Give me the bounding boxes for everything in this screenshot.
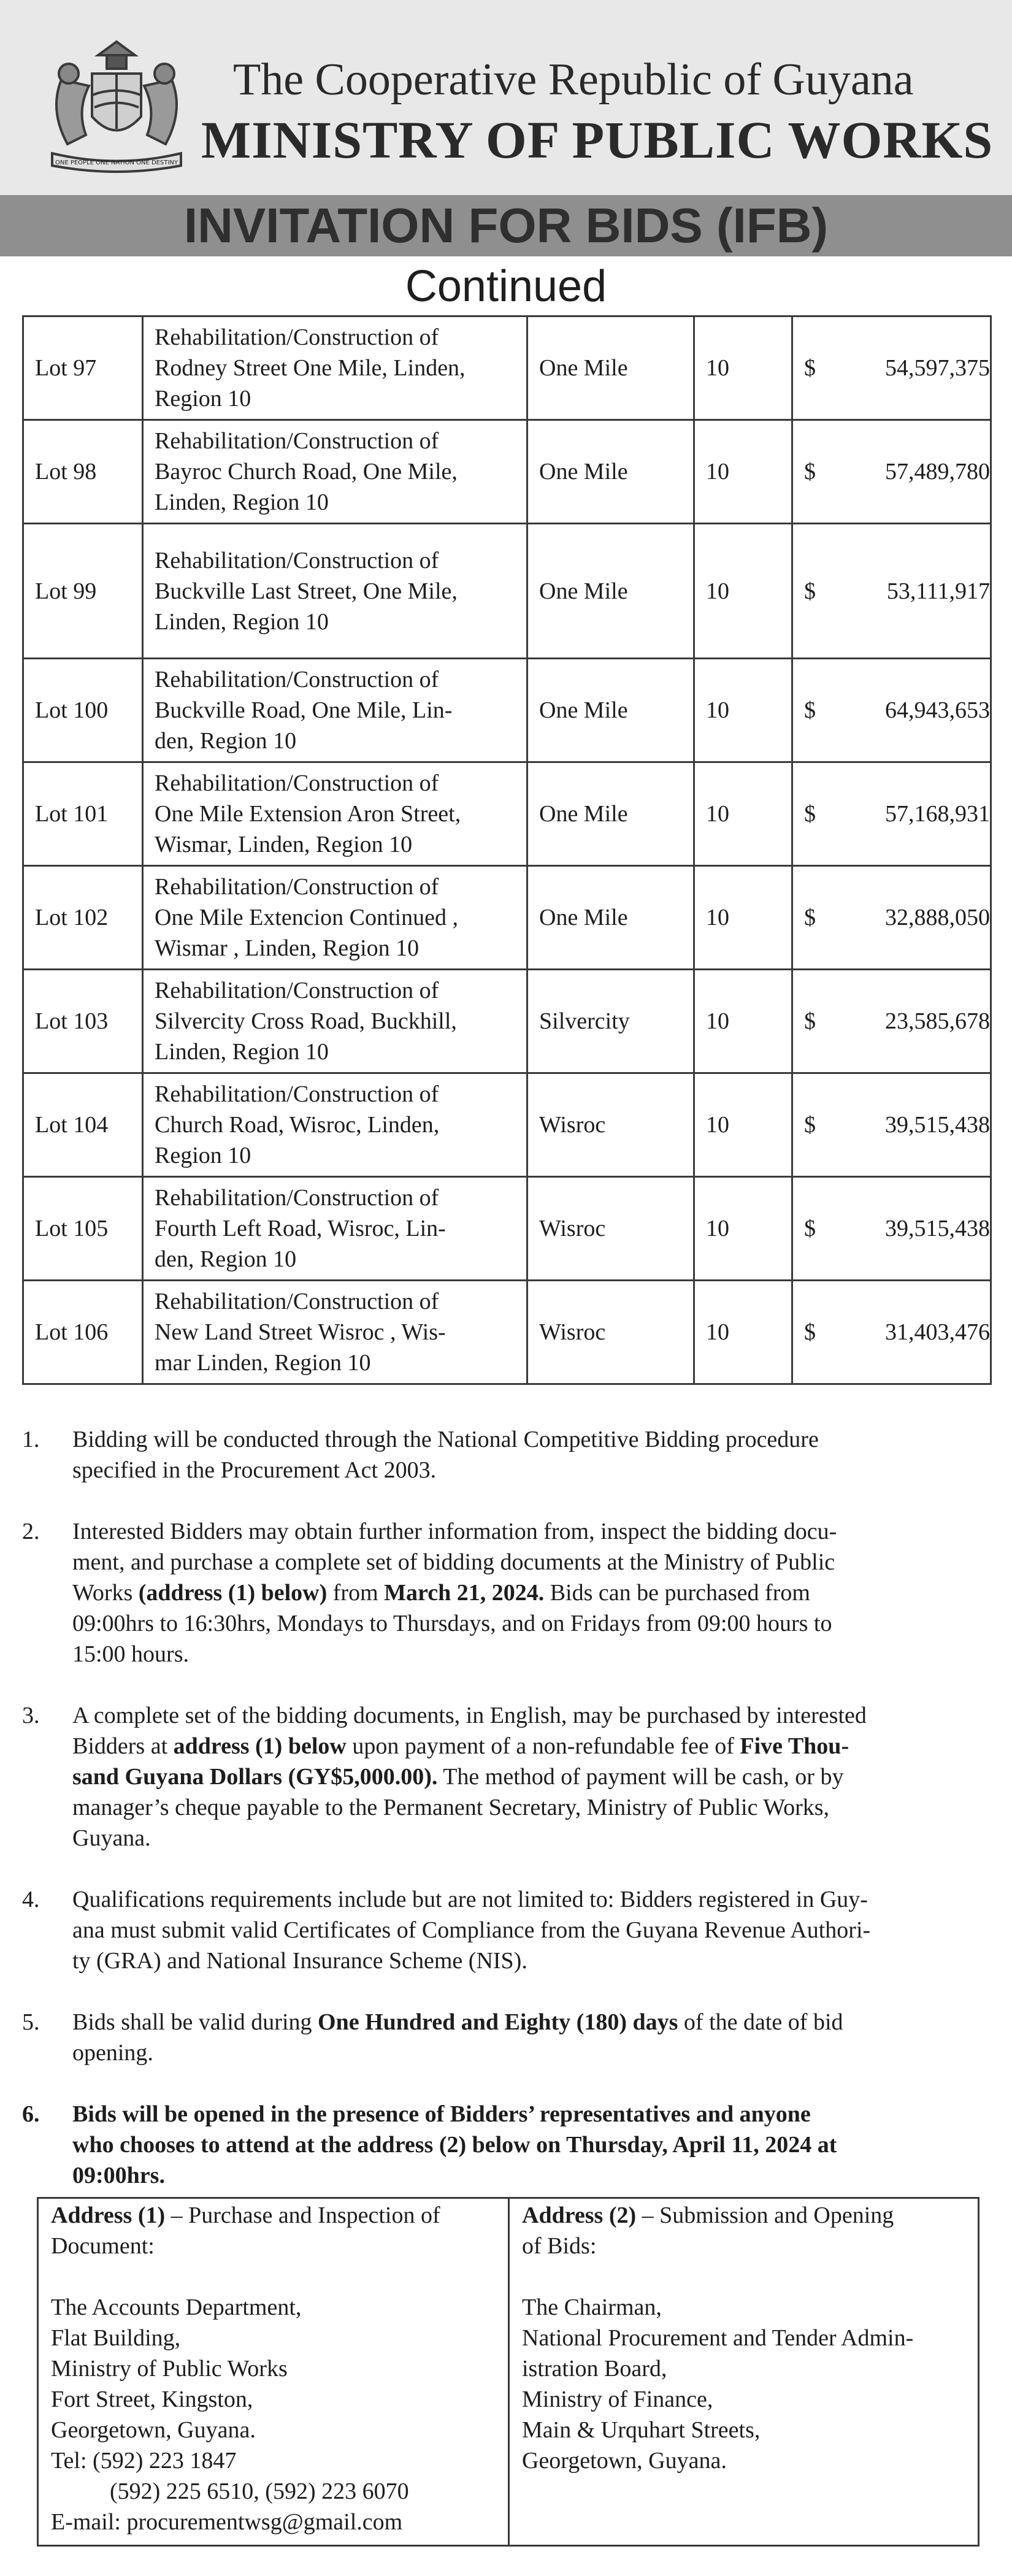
lot-amount: 53,111,917 bbox=[886, 578, 990, 604]
lot-amount: 23,585,678 bbox=[885, 1008, 990, 1034]
lot-number: Lot 106 bbox=[23, 1281, 143, 1384]
lot-region: 10 bbox=[694, 866, 792, 970]
lots-table bbox=[22, 315, 992, 1385]
lot-row bbox=[23, 866, 991, 970]
instruction-line: specified in the Procurement Act 2003. bbox=[72, 1457, 437, 1483]
lot-amount-cell bbox=[792, 970, 991, 1073]
address-2-heading: Address (2) – Submission and Opening bbox=[522, 2202, 894, 2228]
instruction-text bbox=[72, 1700, 990, 1853]
lot-description-line: mar Linden, Region 10 bbox=[155, 1350, 371, 1376]
lot-description-line: Region 10 bbox=[155, 386, 251, 412]
lot-area: One Mile bbox=[527, 659, 694, 762]
address-line: Ministry of Finance, bbox=[522, 2386, 713, 2412]
lot-description bbox=[143, 1281, 527, 1384]
lot-row bbox=[23, 659, 991, 762]
lot-description-line: Rodney Street One Mile, Linden, bbox=[155, 355, 466, 381]
lot-number: Lot 99 bbox=[23, 524, 143, 659]
lot-description-line: Rehabilitation/Construction of bbox=[155, 547, 439, 573]
lot-region: 10 bbox=[694, 1177, 792, 1281]
instruction-text bbox=[72, 1424, 990, 1485]
instruction-line: Bidding will be conducted through the National Competitive Bidding procedure bbox=[72, 1427, 819, 1452]
address-1-tel-2: (592) 225 6510, (592) 223 6070 bbox=[110, 2478, 409, 2504]
instruction-number: 6. bbox=[22, 2101, 40, 2127]
currency-symbol: $ bbox=[804, 355, 816, 381]
instruction-text bbox=[72, 2007, 990, 2068]
lot-description bbox=[143, 762, 527, 866]
instruction-line: Bids shall be valid during One Hundred and Eighty (180) days of the date of bid bbox=[72, 2009, 843, 2035]
instruction-line: Interested Bidders may obtain further information from, inspect the bidding docu- bbox=[72, 1519, 837, 1544]
lot-area: One Mile bbox=[527, 762, 694, 866]
instruction-line: 09:00hrs to 16:30hrs, Mondays to Thursdays, and on Fridays from 09:00 hours to bbox=[72, 1611, 832, 1636]
lot-description-line: Rehabilitation/Construction of bbox=[155, 978, 439, 1003]
address-line: Fort Street, Kingston, bbox=[51, 2386, 253, 2412]
lot-number: Lot 101 bbox=[23, 762, 143, 866]
lot-description-line: Bayroc Church Road, One Mile, bbox=[155, 459, 458, 485]
currency-symbol: $ bbox=[804, 459, 816, 485]
currency-symbol: $ bbox=[804, 578, 816, 604]
instruction-line: opening. bbox=[72, 2040, 153, 2066]
instruction-line: Bids will be opened in the presence of Bidders’ representatives and anyone bbox=[72, 2101, 811, 2127]
instruction-item bbox=[22, 1884, 990, 1976]
instruction-text bbox=[72, 1884, 990, 1976]
instruction-number: 5. bbox=[22, 2009, 40, 2035]
lot-description-line: Region 10 bbox=[155, 1143, 251, 1168]
address-line: Georgetown, Guyana. bbox=[522, 2448, 727, 2474]
address-line: Ministry of Public Works bbox=[51, 2356, 288, 2382]
lot-description-line: Rehabilitation/Construction of bbox=[155, 1081, 439, 1107]
instruction-line: manager’s cheque payable to the Permanent Secretary, Ministry of Public Works, bbox=[72, 1795, 830, 1820]
lot-region: 10 bbox=[694, 1281, 792, 1384]
lot-amount-cell bbox=[792, 762, 991, 866]
lot-row bbox=[23, 970, 991, 1073]
address-line: istration Board, bbox=[522, 2356, 667, 2382]
address-table bbox=[37, 2197, 979, 2547]
ministry-title: MINISTRY OF PUBLIC WORKS bbox=[201, 110, 994, 169]
lot-description bbox=[143, 524, 527, 659]
instruction-line: Bidders at address (1) below upon payment of a non-refundable fee of Five Thou- bbox=[72, 1733, 849, 1759]
instruction-item bbox=[22, 1424, 990, 1485]
instruction-number: 4. bbox=[22, 1887, 40, 1912]
lot-number: Lot 104 bbox=[23, 1073, 143, 1177]
lot-description-line: Linden, Region 10 bbox=[155, 489, 329, 515]
lot-description-line: Rehabilitation/Construction of bbox=[155, 324, 439, 350]
lot-amount: 57,168,931 bbox=[885, 801, 990, 827]
lot-area: One Mile bbox=[527, 866, 694, 970]
address-1-heading-line2: Document: bbox=[51, 2233, 155, 2259]
lot-description-line: New Land Street Wisroc , Wis- bbox=[155, 1319, 446, 1345]
lot-description-line: Rehabilitation/Construction of bbox=[155, 770, 439, 796]
lot-amount: 57,489,780 bbox=[885, 459, 990, 485]
lot-description-line: Church Road, Wisroc, Linden, bbox=[155, 1112, 440, 1138]
lot-amount-cell bbox=[792, 866, 991, 970]
instruction-text bbox=[72, 1516, 990, 1669]
address-line: The Accounts Department, bbox=[51, 2294, 302, 2320]
lot-number: Lot 102 bbox=[23, 866, 143, 970]
instruction-line: 15:00 hours. bbox=[72, 1641, 189, 1667]
lot-area: Silvercity bbox=[527, 970, 694, 1073]
lot-number: Lot 97 bbox=[23, 316, 143, 420]
lot-description-line: Rehabilitation/Construction of bbox=[155, 1185, 439, 1211]
lot-row bbox=[23, 524, 991, 659]
lot-description-line: Rehabilitation/Construction of bbox=[155, 874, 439, 900]
lot-amount-cell bbox=[792, 1177, 991, 1281]
instruction-item bbox=[22, 2007, 990, 2068]
lot-amount-cell bbox=[792, 316, 991, 420]
instruction-line: Works (address (1) below) from March 21, 2024. Bids can be purchased from bbox=[72, 1580, 810, 1606]
lot-description bbox=[143, 970, 527, 1073]
lot-number: Lot 98 bbox=[23, 420, 143, 524]
address-1-tel: Tel: (592) 223 1847 bbox=[51, 2448, 237, 2474]
lots-table-body bbox=[23, 316, 991, 1384]
instruction-line: A complete set of the bidding documents, in English, may be purchased by interested bbox=[72, 1703, 867, 1728]
lot-amount-cell bbox=[792, 524, 991, 659]
lot-region: 10 bbox=[694, 1073, 792, 1177]
lot-amount-cell bbox=[792, 420, 991, 524]
lot-description-line: Silvercity Cross Road, Buckhill, bbox=[155, 1008, 457, 1034]
instruction-line: ana must submit valid Certificates of Compliance from the Guyana Revenue Authori- bbox=[72, 1917, 871, 1943]
address-line: National Procurement and Tender Admin- bbox=[522, 2325, 914, 2351]
lot-description-line: Wismar, Linden, Region 10 bbox=[155, 832, 413, 857]
lot-region: 10 bbox=[694, 420, 792, 524]
instruction-line: who chooses to attend at the address (2) below on Thursday, April 11, 2024 at bbox=[72, 2132, 837, 2158]
address-1-cell bbox=[38, 2198, 509, 2546]
instruction-line: ment, and purchase a complete set of bidding documents at the Ministry of Public bbox=[72, 1549, 835, 1575]
instruction-line: 09:00hrs. bbox=[72, 2163, 165, 2188]
currency-symbol: $ bbox=[804, 1216, 816, 1241]
instruction-text bbox=[72, 2099, 990, 2191]
lot-region: 10 bbox=[694, 762, 792, 866]
address-line: Main & Urquhart Streets, bbox=[522, 2417, 761, 2443]
lot-area: One Mile bbox=[527, 316, 694, 420]
currency-symbol: $ bbox=[804, 697, 816, 723]
lot-region: 10 bbox=[694, 316, 792, 420]
lot-row bbox=[23, 1281, 991, 1384]
address-1-lines bbox=[51, 2292, 496, 2445]
lot-description bbox=[143, 420, 527, 524]
lot-amount: 54,597,375 bbox=[885, 355, 990, 381]
ifb-title: INVITATION FOR BIDS (IFB) bbox=[183, 198, 829, 253]
lot-area: One Mile bbox=[527, 420, 694, 524]
lot-description bbox=[143, 316, 527, 420]
country-title: The Cooperative Republic of Guyana bbox=[233, 55, 914, 105]
lot-amount-cell bbox=[792, 659, 991, 762]
lot-row bbox=[23, 1073, 991, 1177]
instruction-line: Guyana. bbox=[72, 1825, 151, 1851]
lot-description bbox=[143, 1073, 527, 1177]
address-line: The Chairman, bbox=[522, 2294, 662, 2320]
lot-description-line: Linden, Region 10 bbox=[155, 1039, 329, 1065]
lot-description-line: Wismar , Linden, Region 10 bbox=[155, 935, 420, 961]
instruction-line: ty (GRA) and National Insurance Scheme (NIS). bbox=[72, 1948, 527, 1974]
currency-symbol: $ bbox=[804, 1319, 816, 1345]
instruction-item bbox=[22, 2099, 990, 2191]
instruction-item bbox=[22, 1516, 990, 1669]
lot-area: Wisroc bbox=[527, 1073, 694, 1177]
lot-amount: 32,888,050 bbox=[885, 905, 990, 930]
lot-row bbox=[23, 420, 991, 524]
instruction-line: sand Guyana Dollars (GY$5,000.00). The method of payment will be cash, or by bbox=[72, 1764, 844, 1790]
address-1-heading: Address (1) – Purchase and Inspection of bbox=[51, 2202, 440, 2228]
lot-amount: 39,515,438 bbox=[885, 1216, 990, 1241]
lot-area: Wisroc bbox=[527, 1177, 694, 1281]
currency-symbol: $ bbox=[804, 1112, 816, 1138]
address-line: Georgetown, Guyana. bbox=[51, 2417, 256, 2443]
lot-area: Wisroc bbox=[527, 1281, 694, 1384]
lot-description bbox=[143, 659, 527, 762]
lot-row bbox=[23, 316, 991, 420]
lot-region: 10 bbox=[694, 659, 792, 762]
lot-region: 10 bbox=[694, 970, 792, 1073]
lot-description-line: One Mile Extencion Continued , bbox=[155, 905, 458, 930]
lot-description-line: den, Region 10 bbox=[155, 1246, 297, 1272]
lot-description-line: Rehabilitation/Construction of bbox=[155, 428, 439, 454]
lot-region: 10 bbox=[694, 524, 792, 659]
lot-amount: 64,943,653 bbox=[885, 697, 990, 723]
address-2-lines bbox=[522, 2292, 965, 2476]
currency-symbol: $ bbox=[804, 801, 816, 827]
address-1-email: E-mail: procurementwsg@gmail.com bbox=[51, 2509, 403, 2535]
lot-row bbox=[23, 1177, 991, 1281]
lot-description-line: den, Region 10 bbox=[155, 728, 297, 754]
lot-description-line: Fourth Left Road, Wisroc, Lin- bbox=[155, 1216, 446, 1241]
instruction-item bbox=[22, 1700, 990, 1853]
currency-symbol: $ bbox=[804, 1008, 816, 1034]
address-line: Flat Building, bbox=[51, 2325, 181, 2351]
lot-number: Lot 103 bbox=[23, 970, 143, 1073]
lot-amount: 31,403,476 bbox=[885, 1319, 990, 1345]
lot-area: One Mile bbox=[527, 524, 694, 659]
instruction-number: 3. bbox=[22, 1703, 40, 1728]
continued-label: Continued bbox=[405, 262, 607, 311]
currency-symbol: $ bbox=[804, 905, 816, 930]
lot-amount-cell bbox=[792, 1073, 991, 1177]
lot-description-line: Buckville Road, One Mile, Lin- bbox=[155, 697, 453, 723]
lot-description-line: Rehabilitation/Construction of bbox=[155, 667, 439, 692]
lot-amount-cell bbox=[792, 1281, 991, 1384]
bid-instructions-list bbox=[22, 1424, 990, 2198]
coat-of-arms-icon bbox=[43, 37, 190, 175]
lot-description-line: Buckville Last Street, One Mile, bbox=[155, 578, 458, 604]
instruction-number: 2. bbox=[22, 1519, 40, 1544]
lot-amount: 39,515,438 bbox=[885, 1112, 990, 1138]
lot-description-line: Linden, Region 10 bbox=[155, 608, 329, 635]
address-2-cell bbox=[509, 2198, 979, 2546]
lot-description bbox=[143, 1177, 527, 1281]
lot-description-line: Rehabilitation/Construction of bbox=[155, 1289, 439, 1314]
lot-number: Lot 100 bbox=[23, 659, 143, 762]
instruction-number: 1. bbox=[22, 1427, 40, 1452]
lot-description-line: One Mile Extension Aron Street, bbox=[155, 801, 461, 827]
address-2-heading-line2: of Bids: bbox=[522, 2233, 597, 2259]
lot-description bbox=[143, 866, 527, 970]
crest-motto: ONE PEOPLE ONE NATION ONE DESTINY bbox=[55, 159, 178, 166]
lot-number: Lot 105 bbox=[23, 1177, 143, 1281]
instruction-line: Qualifications requirements include but are not limited to: Bidders registered in Guy- bbox=[72, 1887, 868, 1912]
lot-row bbox=[23, 762, 991, 866]
